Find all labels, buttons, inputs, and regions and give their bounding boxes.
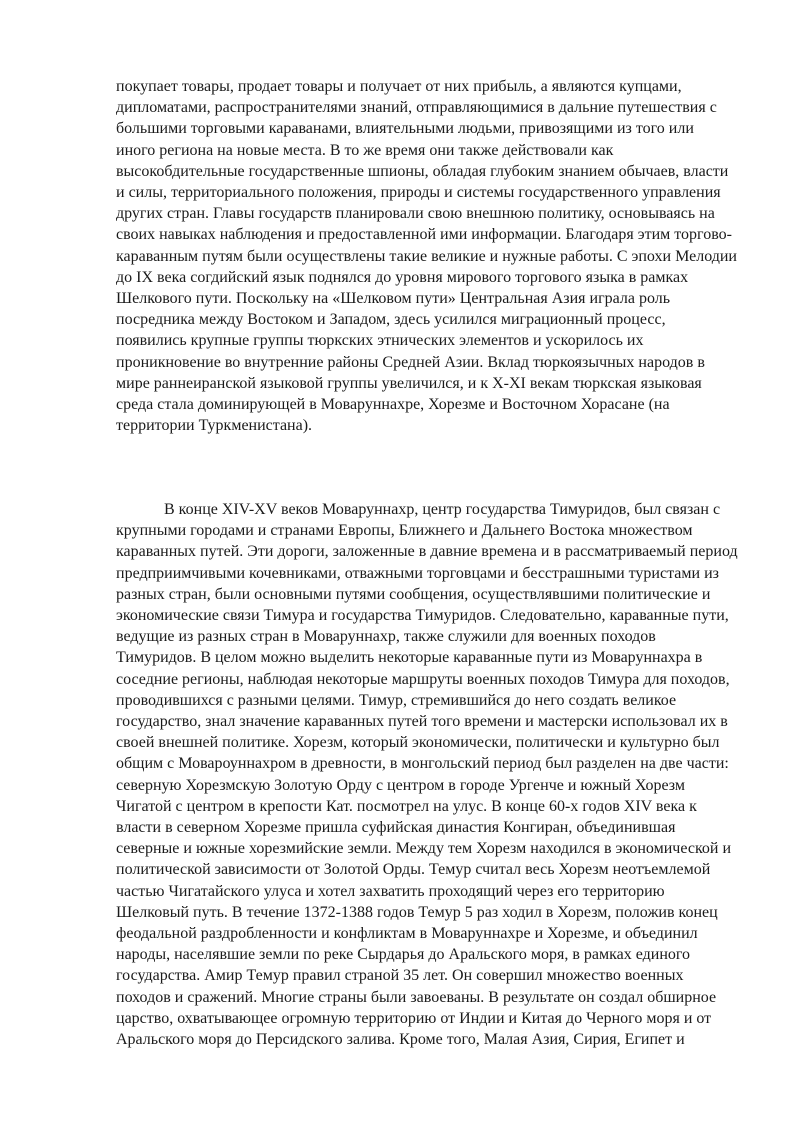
text-line: высокобдительные государственные шпионы, обладая глубоким знанием обычаев, власти xyxy=(116,162,729,180)
text-line: иного региона на новые места. В то же время они также действовали как xyxy=(116,141,614,159)
paragraph-silk-road-merchants xyxy=(116,76,748,436)
text-line: северные и южные хорезмийские земли. Между тем Хорезм находился в экономической и xyxy=(116,840,732,858)
text-line: караванным путям были осуществлены такие великие и нужные работы. С эпохи Мелодии xyxy=(116,247,737,265)
text-line: общим с Мовароуннахром в древности, в монгольский период был разделен на две части: xyxy=(116,755,729,773)
text-line: проникновение во внутренние районы Средней Азии. Вклад тюркоязычных народов в xyxy=(116,353,705,371)
text-line: дипломатами, распространителями знаний, отправляющимися в дальние путешествия с xyxy=(116,99,717,117)
text-line: экономические связи Тимура и государства Тимуридов. Следовательно, караванные пути, xyxy=(116,607,729,625)
text-line: народы, населявшие земли по реке Сырдарья до Аральского моря, в рамках единого xyxy=(116,946,691,964)
text-line: царство, охватывающее огромную территорию от Индии и Китая до Черного моря и от xyxy=(116,1009,712,1027)
paragraph-timurid-caravan-routes xyxy=(116,499,748,1050)
text-line: частью Чигатайского улуса и хотел захватить проходящий через его территорию xyxy=(116,882,665,900)
text-line: большими торговыми караванами, влиятельными людьми, привозящими из того или xyxy=(116,120,694,138)
text-line: крупными городами и странами Европы, Ближнего и Дальнего Востока множеством xyxy=(116,522,693,540)
text-line: походов и сражений. Многие страны были завоеваны. В результате он создал обширное xyxy=(116,988,717,1006)
text-line: государства. Амир Темур правил страной 35 лет. Он совершил множество военных xyxy=(116,967,684,985)
text-line: других стран. Главы государств планировали свою внешнюю политику, основываясь на xyxy=(116,205,715,223)
text-line: покупает товары, продает товары и получает от них прибыль, а являются купцами, xyxy=(116,78,682,95)
text-line: посредника между Востоком и Западом, здесь усилился миграционный процесс, xyxy=(116,311,666,329)
text-line: соседние регионы, наблюдая некоторые маршруты военных походов Тимура для походов, xyxy=(116,670,730,688)
text-line: мире раннеиранской языковой группы увеличился, и к X-XI векам тюркская языковая xyxy=(116,374,702,392)
text-line: Тимуридов. В целом можно выделить некоторые караванные пути из Моваруннахра в xyxy=(116,649,703,667)
text-line: В конце XIV-XV веков Моваруннахр, центр государства Тимуридов, был связан с xyxy=(164,501,721,518)
text-line: караванных путей. Эти дороги, заложенные в давние времена и в рассматриваемый период xyxy=(116,543,738,561)
text-line: своих навыках наблюдения и предоставленной ими информации. Благодаря этим торгово- xyxy=(116,226,732,244)
text-line: ведущие из разных стран в Моваруннахр, также служили для военных походов xyxy=(116,628,656,646)
text-line: политической зависимости от Золотой Орды. Темур считал весь Хорезм неотъемлемой xyxy=(116,861,711,879)
text-line: появились крупные группы тюркских этнических элементов и ускорилось их xyxy=(116,332,644,350)
text-line: территории Туркменистана). xyxy=(116,417,313,435)
text-line: предприимчивыми кочевниками, отважными торговцами и бесстрашными туристами из xyxy=(116,564,719,582)
text-line: феодальной раздробленности и конфликтам в Моваруннахре и Хорезме, и объединил xyxy=(116,925,698,943)
text-line: Шелкового пути. Поскольку на «Шелковом пути» Центральная Азия играла роль xyxy=(116,290,671,308)
text-line: Аральского моря до Персидского залива. Кроме того, Малая Азия, Сирия, Египет и xyxy=(116,1031,685,1049)
text-line: государство, знал значение караванных путей того времени и мастерски использовал их в xyxy=(116,713,728,731)
text-line: до IX века согдийский язык поднялся до уровня мирового торгового языка в рамках xyxy=(116,268,689,286)
text-line: власти в северном Хорезме пришла суфийская династия Конгиран, объединившая xyxy=(116,819,676,837)
text-line: среда стала доминирующей в Моваруннахре, Хорезме и Восточном Хорасане (на xyxy=(116,396,670,414)
text-line: своей внешней политике. Хорезм, который экономически, политически и культурно был xyxy=(116,734,720,752)
text-line: и силы, территориального положения, природы и системы государственного управления xyxy=(116,184,721,202)
text-line: Чигатой с центром в крепости Кат. посмотрел на улус. В конце 60-х годов XIV века к xyxy=(116,797,697,815)
text-line: северную Хорезмскую Золотую Орду с центром в городе Ургенче и южный Хорезм xyxy=(116,776,685,794)
text-line: проводившихся с разными целями. Тимур, стремившийся до него создать великое xyxy=(116,691,677,709)
text-line: разных стран, были основными путями сообщения, осуществлявшими политические и xyxy=(116,585,711,603)
text-line: Шелковый путь. В течение 1372-1388 годов Темур 5 раз ходил в Хорезм, положив конец xyxy=(116,903,718,921)
